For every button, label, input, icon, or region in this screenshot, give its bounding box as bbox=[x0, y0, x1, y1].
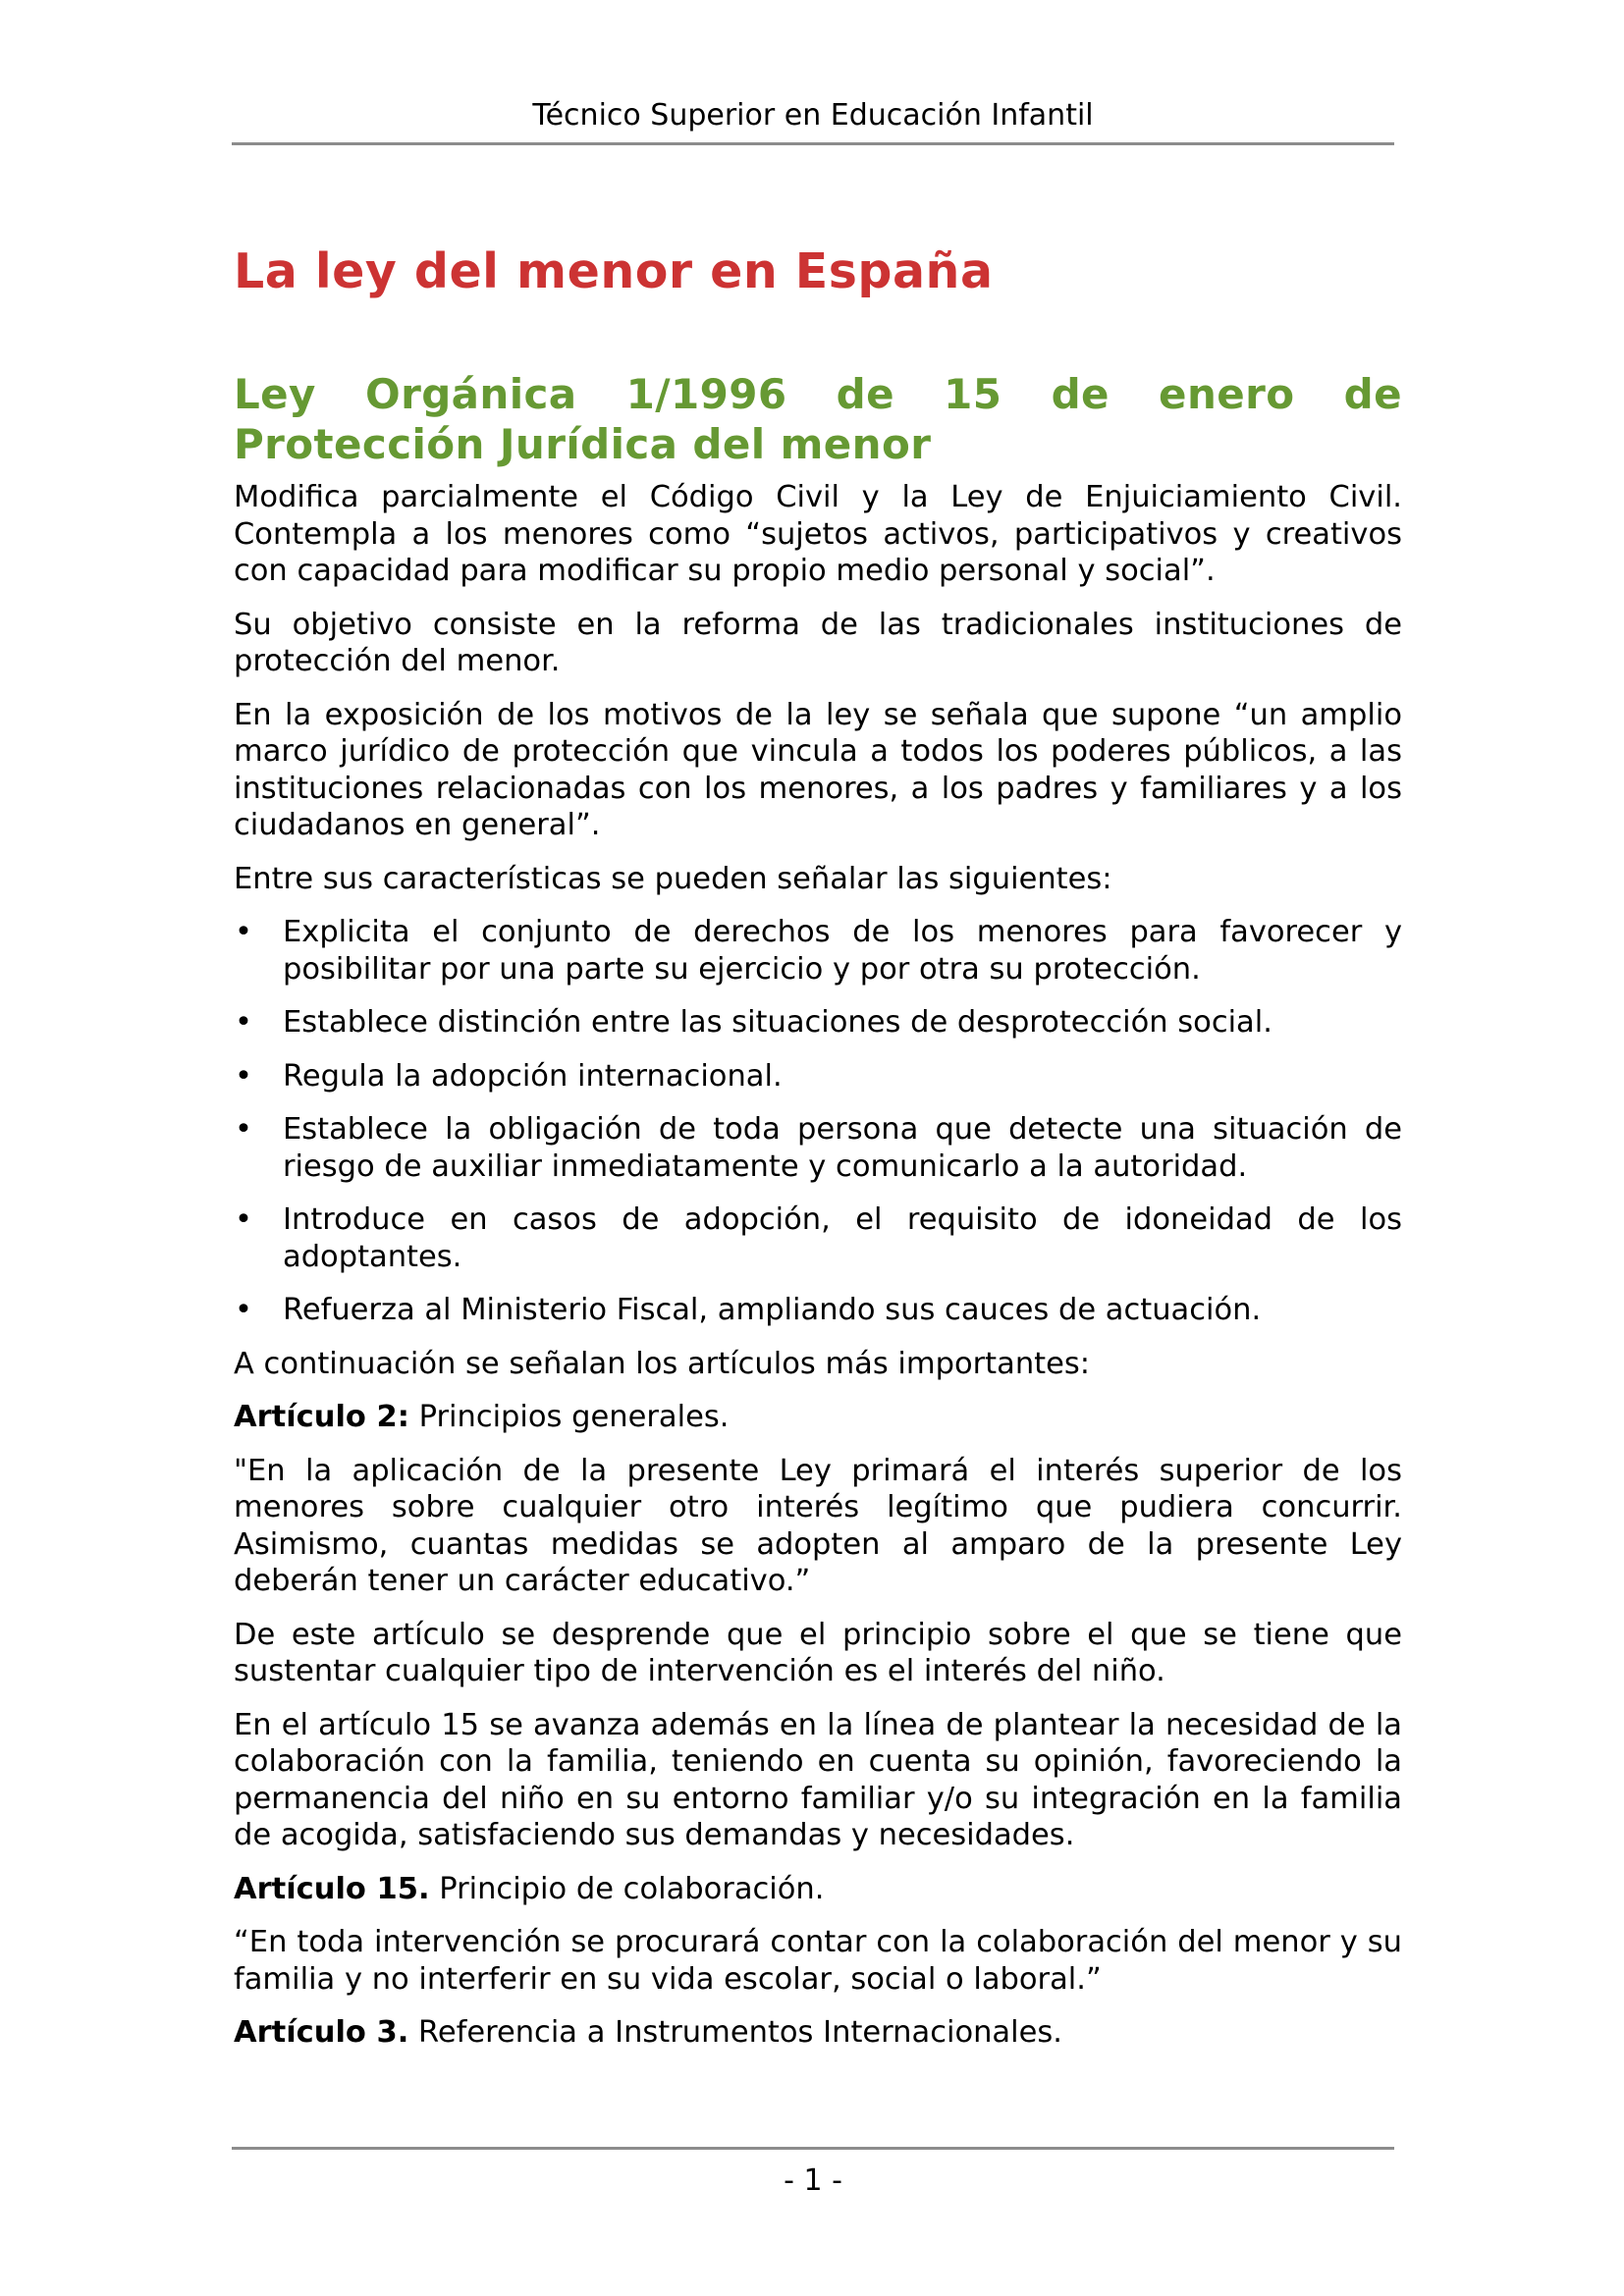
paragraph-objective: Su objetivo consiste en la reforma de las tradicionales instituciones de protección del menor. bbox=[234, 607, 1402, 678]
list-item bbox=[234, 1111, 1402, 1185]
paragraph-features-intro: Entre sus características se pueden señalar las siguientes: bbox=[234, 861, 1112, 896]
features-list bbox=[234, 914, 1402, 1329]
list-item bbox=[234, 1004, 1402, 1041]
article-2-quote: "En la aplicación de la presente Ley primará el interés superior de los menores sobre cualquier otro interés legítimo que pudiera concurrir. Asimismo, cuantas medidas se adopten al amparo de la presente Ley deberán tener un carácter educativo.” bbox=[234, 1453, 1402, 1598]
list-item-text: Establece distinción entre las situaciones de desprotección social. bbox=[283, 1005, 1272, 1040]
bullet-icon: • bbox=[235, 1005, 252, 1040]
article-2-title: Principios generales. bbox=[408, 1400, 730, 1434]
list-item-text: Introduce en casos de adopción, el requisito de idoneidad de los adoptantes. bbox=[283, 1202, 1402, 1274]
document-title: La ley del menor en España bbox=[234, 243, 994, 299]
bullet-icon: • bbox=[235, 1058, 252, 1094]
paragraph-motives: En la exposición de los motivos de la ley se señala que supone “un amplio marco jurídico de protección que vincula a todos los poderes públicos, a las instituciones relacionadas con los menores, a los padres y familiares y a los ciudadanos en general”. bbox=[234, 697, 1402, 842]
page-body bbox=[234, 236, 1402, 2068]
article-2-heading bbox=[234, 1399, 1402, 1436]
list-item-text: Regula la adopción internacional. bbox=[283, 1058, 783, 1094]
header-rule bbox=[232, 142, 1394, 145]
list-item bbox=[234, 1058, 1402, 1095]
paragraph-intro: Modifica parcialmente el Código Civil y la Ley de Enjuiciamiento Civil. Contempla a los menores como “sujetos activos, participativos y creativos con capacidad para modificar su propio medio personal y social”. bbox=[234, 480, 1402, 588]
bullet-icon: • bbox=[235, 915, 252, 949]
article-15-heading bbox=[234, 1871, 1402, 1908]
article-3-title: Referencia a Instrumentos Internacionales. bbox=[408, 2015, 1062, 2050]
page-number: - 1 - bbox=[784, 2163, 842, 2198]
paragraph-article-15-intro: En el artículo 15 se avanza además en la línea de plantear la necesidad de la colaboración con la familia, teniendo en cuenta su opinión, favoreciendo la permanencia del niño en su entorno familiar y/o su integración en la familia de acogida, satisfaciendo sus demandas y necesidades. bbox=[234, 1707, 1402, 1852]
bullet-icon: • bbox=[235, 1293, 252, 1327]
article-3-heading bbox=[234, 2014, 1402, 2052]
list-item-text: Establece la obligación de toda persona que detecte una situación de riesgo de auxiliar inmediatamente y comunicarlo a la autoridad. bbox=[283, 1112, 1402, 1184]
paragraph-articles-intro: A continuación se señalan los artículos más importantes: bbox=[234, 1346, 1091, 1381]
article-3-label: Artículo 3. bbox=[234, 2015, 409, 2050]
article-15-quote: “En toda intervención se procurará contar con la colaboración del menor y su familia y no interferir en su vida escolar, social o laboral.” bbox=[234, 1925, 1402, 1997]
article-15-title: Principio de colaboración. bbox=[429, 1871, 825, 1906]
bullet-icon: • bbox=[235, 1202, 252, 1237]
article-2-label: Artículo 2: bbox=[234, 1400, 409, 1434]
article-15-label: Artículo 15. bbox=[234, 1871, 430, 1906]
list-item bbox=[234, 914, 1402, 988]
paragraph-article-2-comment: De este artículo se desprende que el principio sobre el que se tiene que sustentar cualquier tipo de intervención es el interés del niño. bbox=[234, 1617, 1402, 1688]
list-item bbox=[234, 1292, 1402, 1329]
list-item-text: Refuerza al Ministerio Fiscal, ampliando sus cauces de actuación. bbox=[283, 1293, 1262, 1327]
list-item bbox=[234, 1201, 1402, 1275]
list-item-text: Explicita el conjunto de derechos de los menores para favorecer y posibilitar por una parte su ejercicio y por otra su protección. bbox=[283, 915, 1402, 987]
running-header: Técnico Superior en Educación Infantil bbox=[532, 98, 1094, 133]
footer-rule bbox=[232, 2147, 1394, 2150]
bullet-icon: • bbox=[235, 1112, 252, 1147]
section-heading: Ley Orgánica 1/1996 de 15 de enero de Protección Jurídica del menor bbox=[234, 370, 1402, 468]
